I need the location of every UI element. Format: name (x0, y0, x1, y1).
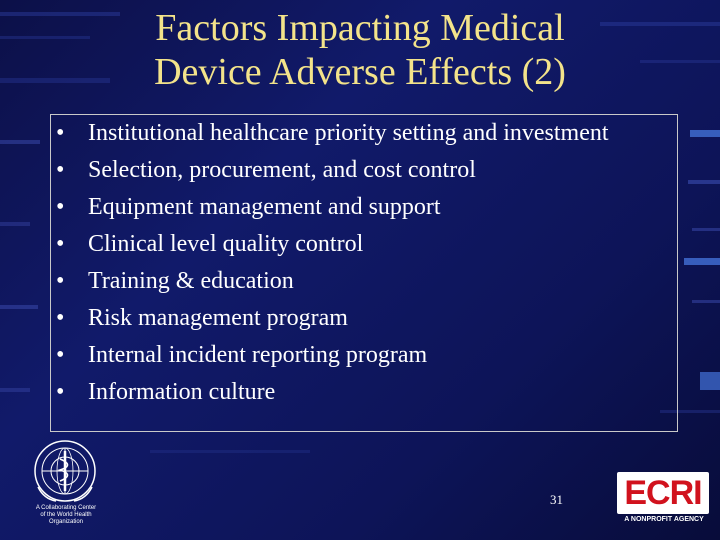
bullet-marker: • (56, 231, 65, 257)
bullet-text: Training & education (88, 268, 294, 294)
bullet-item (56, 303, 656, 333)
slide-title (60, 6, 660, 94)
who-caption-line-2: of the World Health (40, 512, 92, 518)
bullet-marker: • (56, 120, 65, 146)
who-caption-line-3: Organization (48, 519, 84, 525)
bullet-text: Institutional healthcare priority setting and investment (88, 120, 609, 146)
bullet-item (56, 340, 656, 370)
who-caption-line-1: A Collaborating Center (35, 505, 97, 511)
page-number: 31 (550, 492, 563, 507)
bullet-item (56, 118, 656, 148)
bullet-marker: • (56, 194, 65, 220)
bullet-marker: • (56, 379, 65, 405)
ecri-caption: A NONPROFIT AGENCY (624, 516, 704, 523)
bullet-list (56, 118, 656, 414)
bullet-item (56, 155, 656, 185)
bullet-text: Equipment management and support (88, 194, 441, 220)
bullet-text: Information culture (88, 379, 276, 405)
bullet-item (56, 229, 656, 259)
who-caption (22, 505, 110, 526)
bullet-item (56, 266, 656, 296)
bullet-marker: • (56, 342, 65, 368)
bullet-text: Clinical level quality control (88, 231, 364, 257)
ecri-logo-text: ECRI (624, 474, 702, 512)
bullet-text: Risk management program (88, 305, 348, 331)
bullet-marker: • (56, 305, 65, 331)
slide-title-line-1: Factors Impacting Medical (155, 7, 565, 49)
bullet-item (56, 192, 656, 222)
bullet-marker: • (56, 157, 65, 183)
bullet-text: Selection, procurement, and cost control (88, 157, 476, 183)
bullet-text: Internal incident reporting program (88, 342, 428, 368)
slide-title-line-2: Device Adverse Effects (2) (154, 51, 566, 93)
bullet-item (56, 377, 656, 407)
bullet-marker: • (56, 268, 65, 294)
